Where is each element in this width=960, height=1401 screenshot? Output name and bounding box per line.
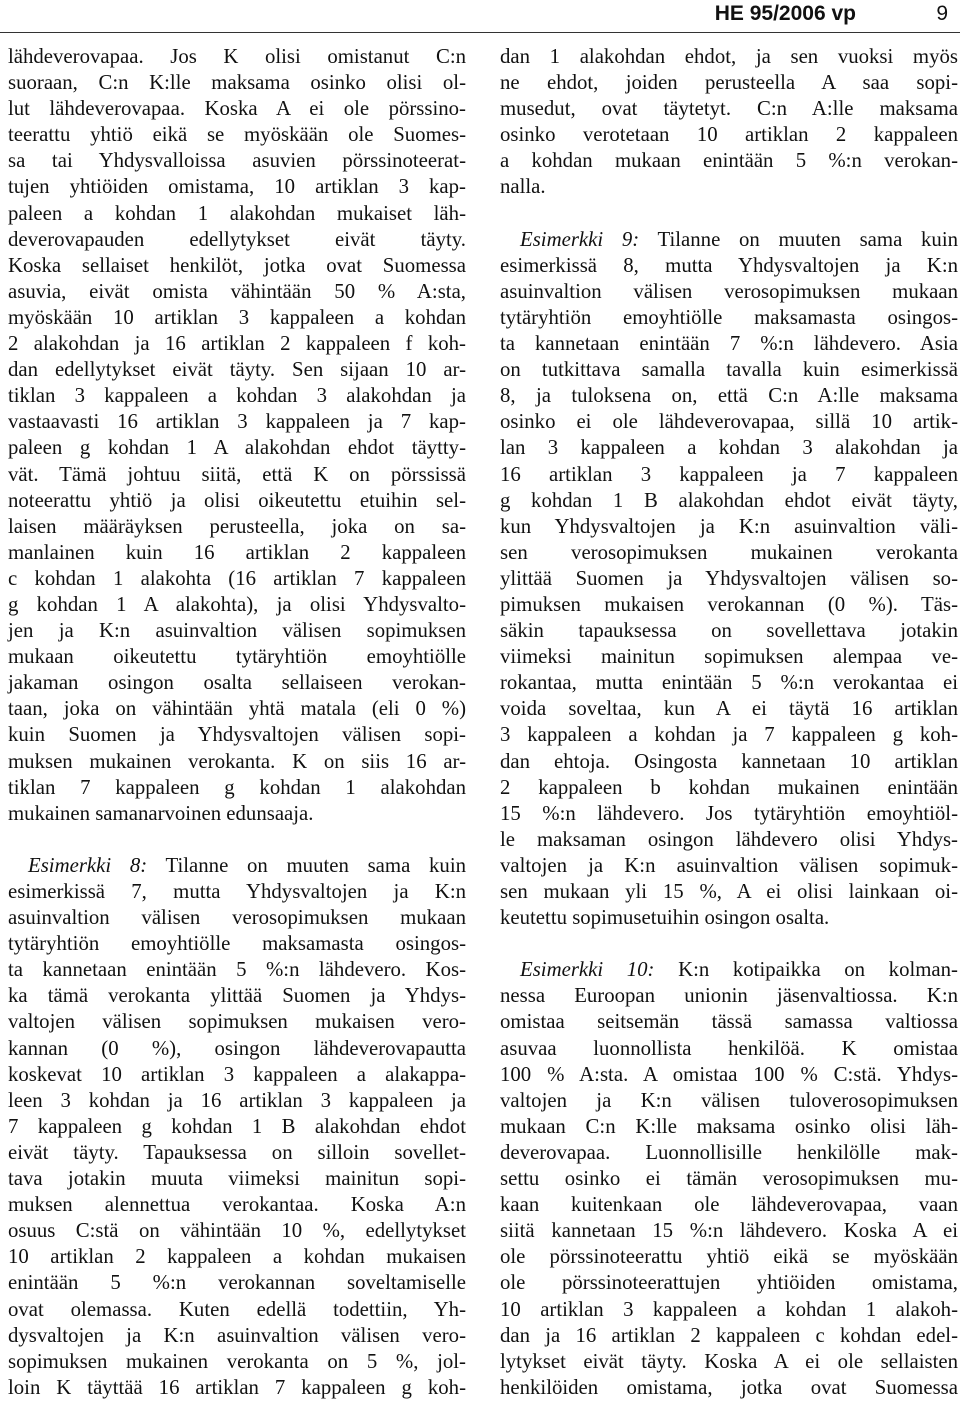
- text-line: [8, 696, 466, 722]
- text-line: [8, 488, 466, 514]
- text-line-content: sen verosopimuksen mukainen verokanta: [500, 540, 958, 564]
- text-line-content: dysvaltojen ja K:n asuinvaltion välisen vero-: [8, 1323, 466, 1347]
- text-line: [500, 853, 958, 879]
- text-line: [500, 1140, 958, 1166]
- text-line-content: mukaan oikeutettu tytäryhtiön emoyhtiölle: [8, 645, 466, 669]
- text-line: [8, 1088, 466, 1114]
- text-line-content: henkilöiden omistama, jotka ovat Suomessa: [500, 1375, 958, 1399]
- text-line-content: a kohdan mukaan enintään 5 %:n verokan-: [500, 149, 958, 173]
- text-line-content: dan edellytykset eivät täyty. Sen sijaan 10 ar-: [8, 358, 466, 382]
- text-line-content: sopimuksen mukainen verokanta on 5 %, jol-: [8, 1349, 466, 1373]
- text-line: [8, 409, 466, 435]
- text-line: [500, 96, 958, 122]
- text-line: [8, 1140, 466, 1166]
- text-line: [500, 1323, 958, 1349]
- text-line: [500, 696, 958, 722]
- text-line-content: siitä kannetaan 15 %:n lähdevero. Koska A ei: [500, 1219, 958, 1243]
- text-line: [500, 722, 958, 748]
- text-line-content: mukainen samanarvoinen edunsaaja.: [8, 801, 314, 825]
- text-line-content: osinko verotetaan 10 artiklan 2 kappaleen: [500, 123, 958, 147]
- right-column: [500, 44, 958, 1401]
- text-line-content: lähdeverovapaa. Jos K olisi omistanut C:n: [8, 45, 466, 68]
- text-line: [8, 331, 466, 357]
- text-line: [500, 122, 958, 148]
- left-column: [8, 44, 466, 1401]
- text-line-content: taan, joka on vähintään yhtä matala (eli 0 %): [8, 697, 466, 721]
- text-line-content: ka tämä verokanta ylittää Suomen ja Yhdys-: [8, 984, 466, 1008]
- text-line-content: 8, ja tuloksena on, että C:n A:lle maksama: [500, 384, 958, 408]
- text-line: [500, 644, 958, 670]
- text-line-content: ta kannetaan enintään 7 %:n lähdevero. Asia: [500, 332, 958, 356]
- text-line: [8, 514, 466, 540]
- text-line: [500, 879, 958, 905]
- text-line-content: pimuksen mukaisen verokannan (0 %). Täs-: [500, 592, 958, 616]
- text-line-content: 16 artiklan 3 kappaleen ja 7 kappaleen: [500, 462, 958, 486]
- text-line-content: ne ehdot, joiden perusteella A saa sopi-: [500, 71, 958, 95]
- text-line: [500, 148, 958, 174]
- text-line: [500, 801, 958, 827]
- text-line: [8, 957, 466, 983]
- example-heading: Esimerkki 9:: [520, 227, 640, 251]
- text-line-content: laisen määräyksen perusteella, joka on sa-: [8, 514, 466, 538]
- text-line: [8, 1062, 466, 1088]
- text-line: [500, 592, 958, 618]
- text-line-content: omistaa seitsemän tässä samassa valtiossa: [500, 1010, 958, 1034]
- text-line-content: jen ja K:n asuinvaltion välisen sopimuksen: [8, 619, 466, 643]
- text-line: [8, 148, 466, 174]
- text-line-content: 2 alakohdan ja 16 artiklan 2 kappaleen f koh-: [8, 332, 466, 356]
- text-line-content: loin K täyttää 16 artiklan 7 kappaleen g koh-: [8, 1375, 466, 1399]
- text-line: [500, 1244, 958, 1270]
- text-line-content: le maksaman osingon lähdevero olisi Yhdys-: [500, 827, 958, 851]
- text-line-content: koskevat 10 artiklan 3 kappaleen a alakappa-: [8, 1062, 466, 1086]
- text-line: [500, 827, 958, 853]
- text-line: [8, 566, 466, 592]
- text-line-content: eivät täyty. Tapauksessa on silloin sovellet-: [8, 1140, 466, 1164]
- example-heading: Esimerkki 8:: [28, 853, 148, 877]
- text-line: [8, 279, 466, 305]
- text-line-content: nalla.: [500, 175, 546, 199]
- text-line: [500, 670, 958, 696]
- text-line-content: vastaavasti 16 artiklan 3 kappaleen ja 7 kap-: [8, 410, 466, 434]
- text-line: [8, 1192, 466, 1218]
- text-line: [500, 1375, 958, 1401]
- text-line-content: lan 3 kappaleen a kohdan 3 alakohdan ja: [500, 436, 958, 460]
- text-line-content: ta kannetaan enintään 5 %:n lähdevero. Kos-: [8, 958, 466, 982]
- text-line-content: jakaman osingon osalta sellaiseen verokan-: [8, 671, 466, 695]
- text-line: [8, 775, 466, 801]
- text-line: [500, 462, 958, 488]
- text-line-content: 7 kappaleen g kohdan 1 B alakohdan ehdot: [8, 1114, 466, 1138]
- text-line-content: manlainen kuin 16 artiklan 2 kappaleen: [8, 540, 466, 564]
- text-line: [500, 1036, 958, 1062]
- text-line-content: 10 artiklan 2 kappaleen a kohdan mukaisen: [8, 1245, 466, 1269]
- text-line-content: Koska sellaiset henkilöt, jotka ovat Suomessa: [8, 253, 466, 277]
- text-line: [8, 853, 466, 879]
- text-line-content: paleen a kohdan 1 alakohdan mukaiset läh-: [8, 201, 466, 225]
- text-line-content: teerattu yhtiö eikä se myöskään ole Suomes-: [8, 123, 466, 147]
- text-line: [8, 749, 466, 775]
- text-line: [500, 1088, 958, 1114]
- text-line-content: 15 %:n lähdevero. Jos tytäryhtiön emoyhtiöl-: [500, 801, 958, 825]
- text-line-content: asuinvaltion välisen verosopimuksen mukaan: [500, 279, 958, 303]
- text-line: [500, 488, 958, 514]
- text-line-content: dan ja 16 artiklan 2 kappaleen c kohdan edel-: [500, 1323, 958, 1347]
- text-line-content: on tutkittava samalla tavalla kuin esimerkissä: [500, 358, 958, 382]
- text-line: [8, 227, 466, 253]
- text-line: [8, 722, 466, 748]
- text-line-content: tava jotakin muuta viimeksi mainitun sopi-: [8, 1167, 466, 1191]
- text-line-content: esimerkissä 7, mutta Yhdysvaltojen ja K:n: [8, 880, 466, 903]
- text-line: [8, 1297, 466, 1323]
- text-line-content: esimerkissä 8, mutta Yhdysvaltojen ja K:n: [500, 253, 958, 277]
- text-line: [8, 122, 466, 148]
- text-line-content: valtojen ja K:n välisen tuloverosopimuksen: [500, 1088, 958, 1112]
- text-line-content: sen mukaan yli 15 %, A ei olisi lainkaan oi-: [500, 880, 958, 903]
- text-line: [500, 983, 958, 1009]
- text-line-content: K:n kotipaikka on kolman-: [654, 958, 958, 982]
- text-line: [8, 70, 466, 96]
- text-line: [500, 618, 958, 644]
- text-line: [8, 305, 466, 331]
- text-line: [8, 1009, 466, 1035]
- text-line: [8, 1323, 466, 1349]
- text-line: [8, 174, 466, 200]
- text-line-content: muksen alennettua verokantaa. Koska A:n: [8, 1193, 466, 1217]
- text-line: [500, 905, 958, 931]
- text-line-content: keutettu sopimusetuihin osingon osalta.: [500, 906, 830, 930]
- text-line: [500, 1349, 958, 1375]
- text-line-content: 3 kappaleen a kohdan ja 7 kappaleen g koh-: [500, 723, 958, 747]
- text-line-content: deverovapauden edellytykset eivät täyty.: [8, 227, 466, 251]
- text-line: [500, 253, 958, 279]
- text-line-content: asuvaa luonnollista henkilöä. K omistaa: [500, 1036, 958, 1060]
- text-line: [500, 540, 958, 566]
- text-line-content: Tilanne on muuten sama kuin: [639, 227, 958, 251]
- text-line: [8, 201, 466, 227]
- text-line-content: ole pörssinoteerattujen yhtiöiden omistama,: [500, 1271, 958, 1295]
- text-line: [500, 174, 958, 200]
- text-line-content: 100 % A:sta. A omistaa 100 % C:stä. Yhdys-: [500, 1062, 958, 1086]
- text-line: [500, 775, 958, 801]
- page-number: 9: [936, 2, 948, 25]
- text-line: [500, 357, 958, 383]
- text-line: [500, 1114, 958, 1140]
- text-line-content: ole pörssinoteerattu yhtiö eikä se myöskään: [500, 1245, 958, 1269]
- text-line: [8, 383, 466, 409]
- text-line-content: mukaan C:n K:lle maksama osinko olisi läh-: [500, 1114, 958, 1138]
- text-line: [500, 1192, 958, 1218]
- text-line-content: tujen yhtiöiden omistama, 10 artiklan 3 kap-: [8, 175, 466, 199]
- text-line-content: suoraan, C:n K:lle maksama osinko olisi ol-: [8, 71, 466, 95]
- text-line: [8, 540, 466, 566]
- text-line-content: kuin Suomen ja Yhdysvaltojen välisen sopi-: [8, 723, 466, 747]
- text-line: [500, 1270, 958, 1296]
- text-line: [500, 1297, 958, 1323]
- document-id: HE 95/2006 vp: [714, 2, 856, 25]
- text-line: [500, 749, 958, 775]
- text-line: [500, 383, 958, 409]
- text-line: [8, 462, 466, 488]
- text-line: [500, 305, 958, 331]
- text-line-content: rokantaa, mutta enintään 5 %:n verokantaa ei: [500, 671, 958, 695]
- text-line-content: tiklan 3 kappaleen a kohdan 3 alakohdan ja: [8, 384, 466, 408]
- text-line-content: lut lähdeverovapaa. Koska A ei ole pörssino-: [8, 97, 466, 121]
- text-line-content: kun Yhdysvaltojen ja K:n asuinvaltion väli-: [500, 514, 958, 538]
- text-line: [500, 1009, 958, 1035]
- text-line-content: Tilanne on muuten sama kuin: [147, 853, 466, 877]
- text-line-content: noteerattu yhtiö ja olisi oikeutettu etuihin sel-: [8, 488, 466, 512]
- text-line-content: tytäryhtiön emoyhtiölle maksamasta osingos-: [8, 932, 466, 956]
- text-line-content: g kohdan 1 B alakohdan ehdot eivät täyty,: [500, 488, 958, 512]
- text-line-content: leen 3 kohdan ja 16 artiklan 3 kappaleen ja: [8, 1088, 466, 1112]
- text-line-content: sa tai Yhdysvalloissa asuvien pörssinoteerat-: [8, 149, 466, 173]
- text-line-content: voida soveltaa, kun A ei täytä 16 artiklan: [500, 697, 958, 721]
- text-line: [8, 1036, 466, 1062]
- text-line: [8, 1244, 466, 1270]
- text-line: [8, 1375, 466, 1401]
- text-line: [8, 618, 466, 644]
- text-line-content: ovat olemassa. Kuten edellä todettiin, Yh-: [8, 1297, 466, 1321]
- text-line: [8, 592, 466, 618]
- text-line-content: valtojen välisen sopimuksen mukaisen vero-: [8, 1010, 466, 1034]
- text-line: [500, 70, 958, 96]
- text-line-content: tiklan 7 kappaleen g kohdan 1 alakohdan: [8, 775, 466, 799]
- text-line-content: musedut, ovat täytetyt. C:n A:lle maksama: [500, 97, 958, 121]
- text-line-content: ylittää Suomen ja Yhdysvaltojen välisen so-: [500, 566, 958, 590]
- text-line-content: tytäryhtiön emoyhtiölle maksamasta osingos-: [500, 305, 958, 329]
- text-line-content: säkin tapauksessa on sovellettava jotakin: [500, 619, 958, 643]
- text-line-content: myöskään 10 artiklan 3 kappaleen a kohdan: [8, 305, 466, 329]
- text-line: [8, 1114, 466, 1140]
- text-line: [8, 879, 466, 905]
- text-line-content: deverovapaa. Luonnollisille henkilölle mak-: [500, 1140, 958, 1164]
- text-line-content: 2 kappaleen b kohdan mukainen enintään: [500, 775, 958, 799]
- text-line-content: c kohdan 1 alakohta (16 artiklan 7 kappaleen: [8, 566, 466, 590]
- paragraph-gap: [500, 201, 958, 227]
- text-line: [8, 905, 466, 931]
- text-line-content: dan ehtoja. Osingosta kannetaan 10 artiklan: [500, 749, 958, 773]
- paragraph-gap: [500, 931, 958, 957]
- text-line-content: asuvia, eivät omista vähintään 50 % A:sta,: [8, 279, 466, 303]
- page-header: [0, 0, 960, 40]
- text-line-content: settu osinko ei tämän verosopimuksen mu-: [500, 1167, 958, 1191]
- text-line: [8, 96, 466, 122]
- text-line: [500, 44, 958, 70]
- text-line: [8, 435, 466, 461]
- text-line: [8, 670, 466, 696]
- text-line-content: kaan kuitenkaan ole lähdeverovapaa, vaan: [500, 1193, 958, 1217]
- text-line: [8, 644, 466, 670]
- text-line: [8, 357, 466, 383]
- text-line: [500, 566, 958, 592]
- text-line-content: vät. Tämä johtuu siitä, että K on pörssissä: [8, 462, 466, 486]
- text-line-content: g kohdan 1 A alakohta), ja olisi Yhdysvalto-: [8, 592, 466, 616]
- text-line-content: osuus C:stä on vähintään 10 %, edellytykset: [8, 1219, 466, 1243]
- text-line: [8, 1270, 466, 1296]
- text-line-content: enintään 5 %:n verokannan soveltamiselle: [8, 1271, 466, 1295]
- text-line: [500, 1218, 958, 1244]
- text-line: [500, 1062, 958, 1088]
- text-line: [500, 514, 958, 540]
- text-line-content: viimeksi mainitun sopimuksen alempaa ve-: [500, 645, 958, 669]
- text-line-content: paleen g kohdan 1 A alakohdan ehdot täytty-: [8, 436, 466, 460]
- text-line: [500, 435, 958, 461]
- paragraph-gap: [8, 827, 466, 853]
- text-line: [8, 1218, 466, 1244]
- text-line: [8, 983, 466, 1009]
- text-line: [8, 1166, 466, 1192]
- text-line: [8, 931, 466, 957]
- text-line: [500, 279, 958, 305]
- header-rule: [0, 32, 960, 33]
- text-line: [8, 44, 466, 70]
- text-line: [500, 409, 958, 435]
- text-line-content: osinko ei ole lähdeverovapaa, sillä 10 artik-: [500, 410, 958, 434]
- text-line: [8, 1349, 466, 1375]
- text-line-content: dan 1 alakohdan ehdot, ja sen vuoksi myös: [500, 45, 958, 68]
- text-line-content: kannan (0 %), osingon lähdeverovapautta: [8, 1036, 466, 1060]
- text-line-content: nessa Euroopan unionin jäsenvaltiossa. K:n: [500, 984, 958, 1008]
- text-line: [500, 1166, 958, 1192]
- text-line-content: asuinvaltion välisen verosopimuksen mukaan: [8, 906, 466, 930]
- text-line-content: 10 artiklan 3 kappaleen a kohdan 1 alakoh-: [500, 1297, 958, 1321]
- text-line: [500, 331, 958, 357]
- example-heading: Esimerkki 10:: [520, 958, 655, 982]
- text-line-content: muksen mukainen verokanta. K on siis 16 ar-: [8, 749, 466, 773]
- text-line: [500, 957, 958, 983]
- text-line: [8, 801, 466, 827]
- text-line: [8, 253, 466, 279]
- text-line: [500, 227, 958, 253]
- text-line-content: lytykset eivät täyty. Koska A ei ole sellaisten: [500, 1349, 958, 1373]
- text-line-content: valtojen ja K:n asuinvaltion välisen sopimuk-: [500, 853, 958, 877]
